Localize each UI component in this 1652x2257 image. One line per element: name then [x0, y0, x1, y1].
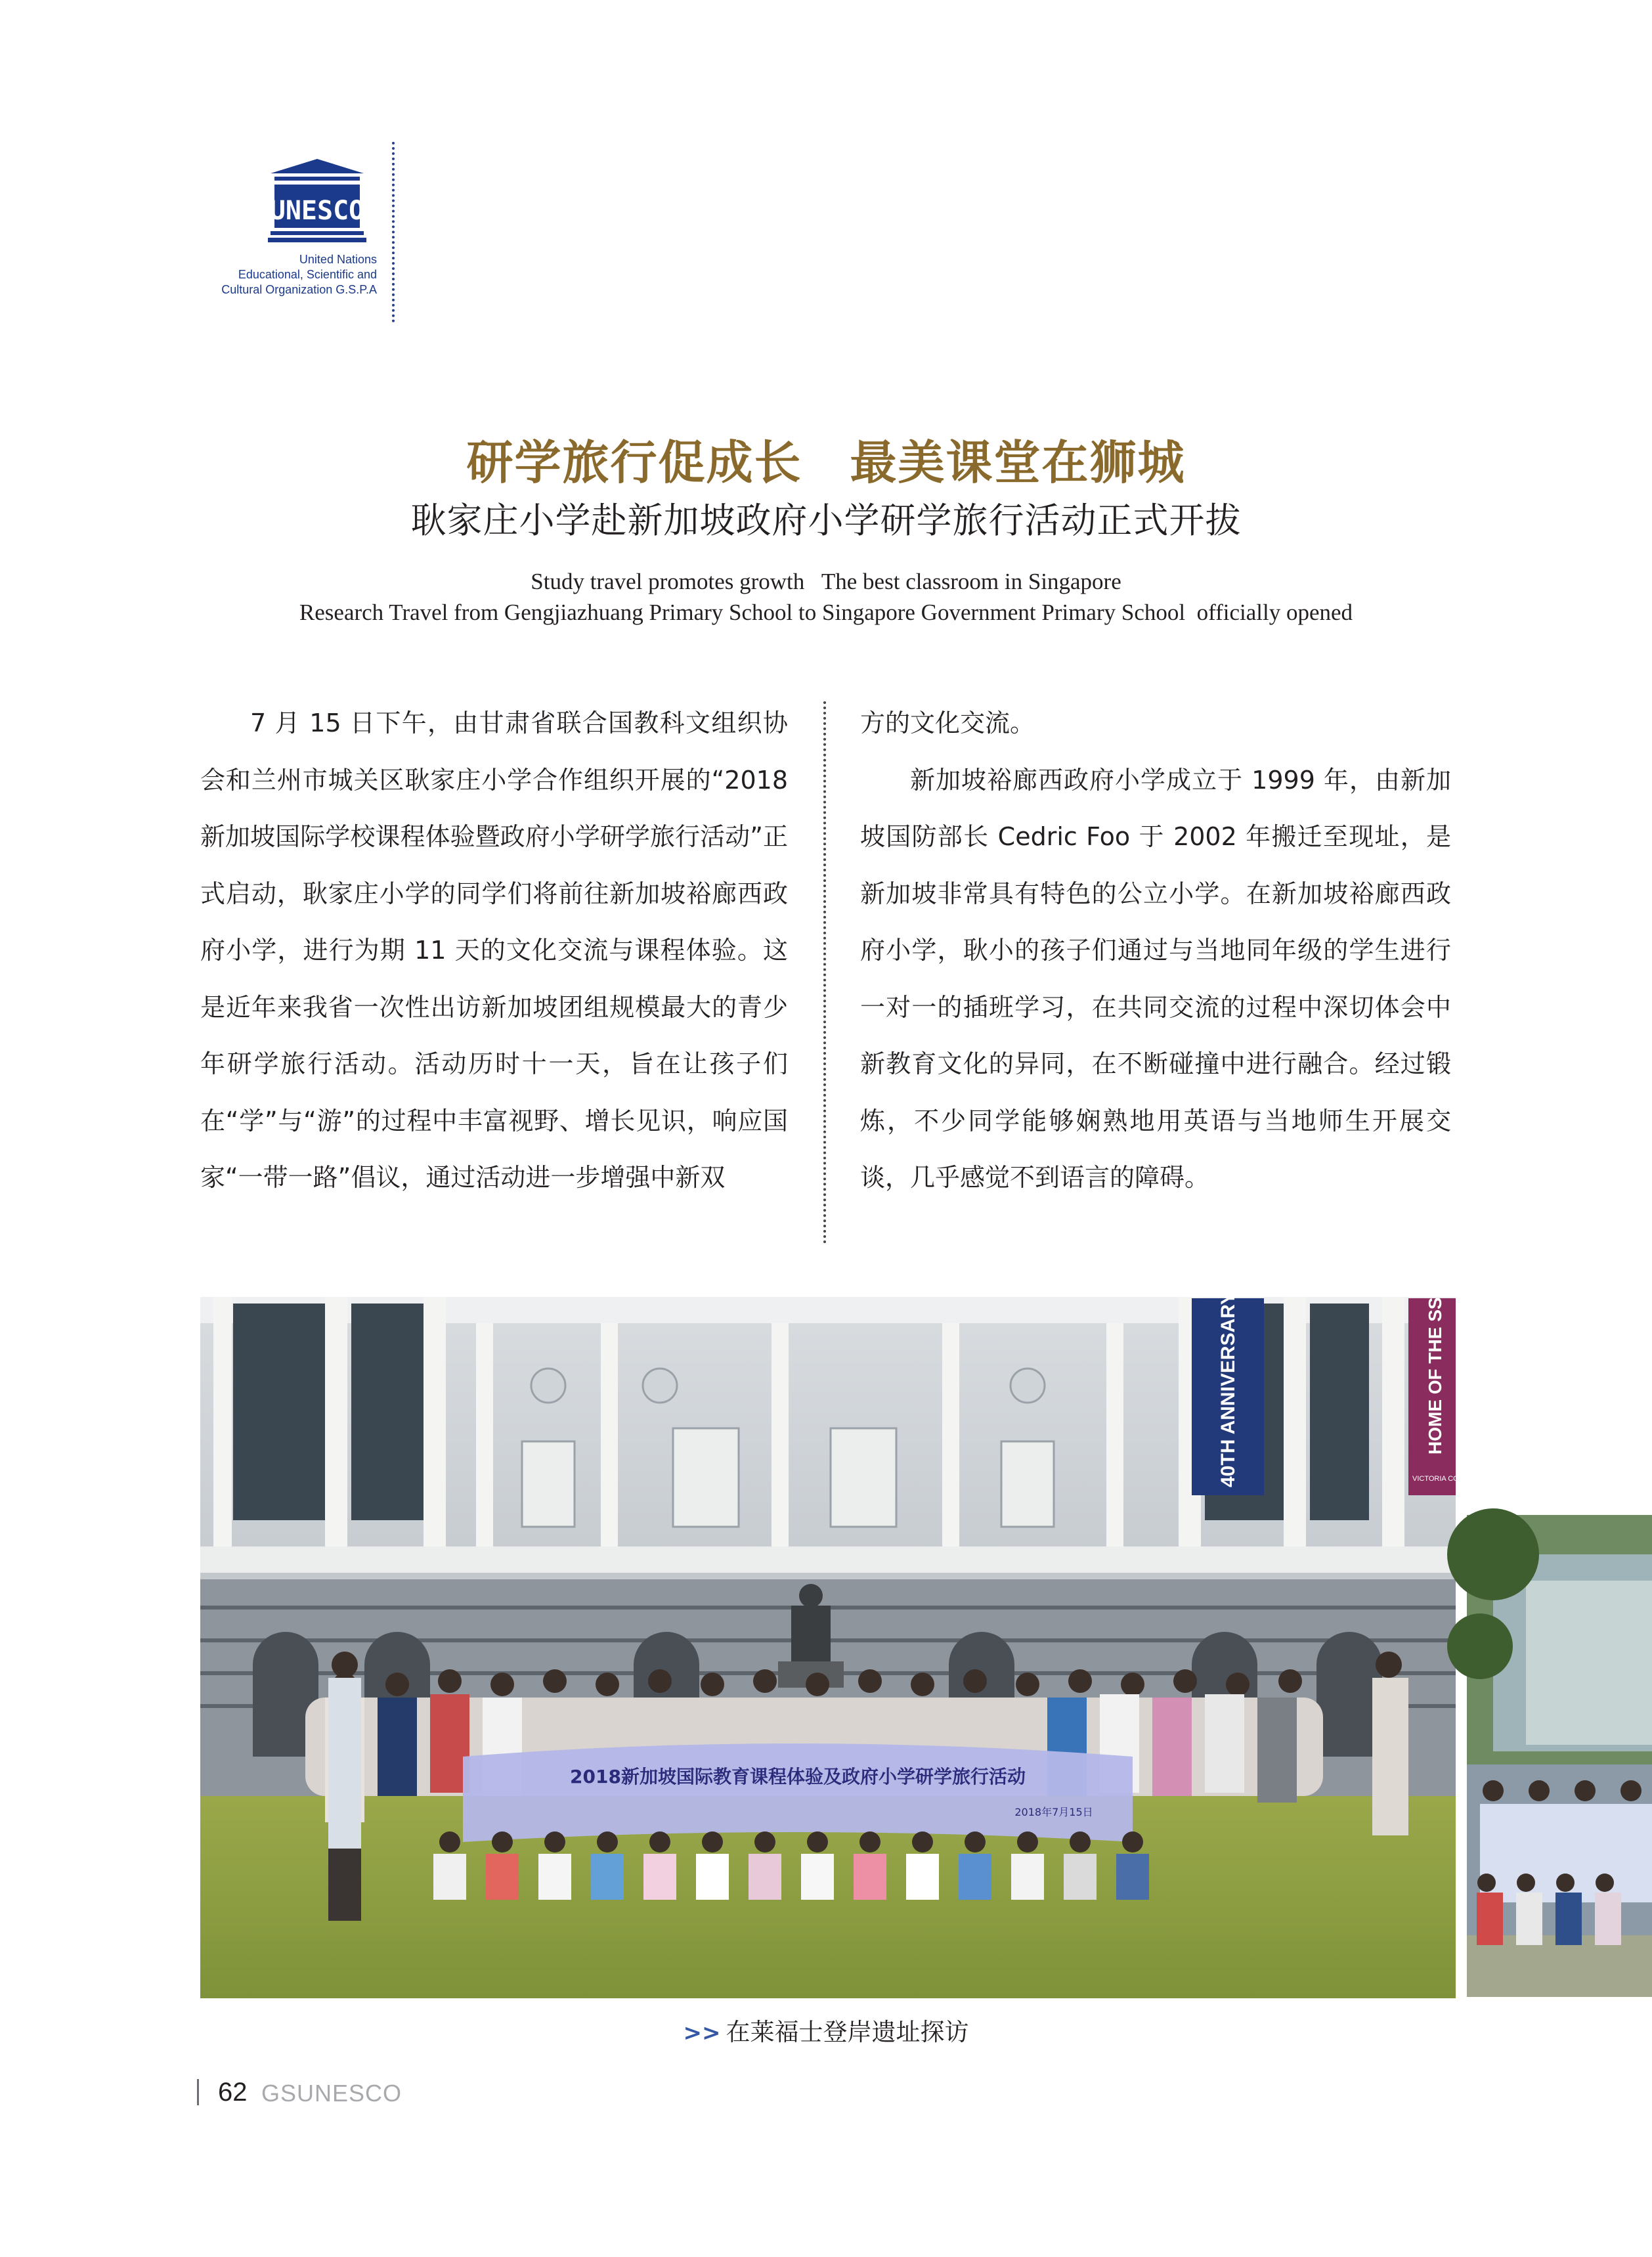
unesco-logo	[209, 156, 393, 307]
side-photo-illustration	[1467, 1515, 1652, 1997]
unesco-line-3: Cultural Organization G.S.P.A	[221, 283, 377, 296]
unesco-name	[180, 252, 377, 297]
sso-home-text: HOME OF THE SSO	[1425, 1282, 1445, 1455]
magazine-name: GSUNESCO	[261, 2080, 402, 2107]
emblem-text: UNESCO	[269, 196, 365, 226]
group-photo-illustration	[200, 1149, 1504, 1998]
photo-caption-text: 在莱福士登岸遗址探访	[726, 2018, 969, 2046]
logo-divider	[392, 142, 395, 322]
article-paragraph-1-end: 方的文化交流。	[860, 709, 1035, 737]
chinese-subtitle: 耿家庄小学赴新加坡政府小学研学旅行活动正式开拔	[410, 500, 1242, 541]
photo-caption	[0, 2012, 1652, 2048]
unesco-line-1: United Nations	[299, 253, 377, 266]
concert-hall-text: VICTORIA CONCERT HALL	[1412, 1475, 1504, 1483]
caption-arrow-icon: >>	[683, 2020, 721, 2046]
article-column-right	[860, 695, 1451, 1206]
article-paragraph-1: 7 月 15 日下午，由甘肃省联合国教科文组织协会和兰州市城关区耿家庄小学合作组织开展的“2018 新加坡国际学校课程体验暨政府小学研学旅行活动”正式启动，耿家庄小学的同学们将前往新加坡裕廊西政府小学，进行为期 11 天的文化交流与课程体验。这是近年来我省一次性出访新加坡团组规模最大的青少年研学旅行活动。活动历时十一天，旨在让孩子们在“学”与“游”的过程中丰富视野、增长见识，响应国家“一带一路”倡议，通过活动进一步增强中新双	[200, 709, 788, 1192]
article-column-left	[200, 695, 788, 1206]
page-number: 62	[218, 2078, 248, 2107]
group-photo	[200, 1149, 1504, 1998]
side-photo	[1467, 1515, 1652, 1997]
english-title: Study travel promotes growth The best classroom in Singapore	[531, 569, 1121, 594]
photo-banner-date: 2018年7月15日	[1014, 1806, 1093, 1818]
footer-divider	[197, 2079, 199, 2105]
unesco-line-2: Educational, Scientific and	[238, 268, 377, 281]
unesco-temple-icon	[268, 156, 366, 245]
article-paragraph-2: 新加坡裕廊西政府小学成立于 1999 年，由新加坡国防部长 Cedric Foo 于 2002 年搬迁至现址，是新加坡非常具有特色的公立小学。在新加坡裕廊西政府小学，耿小的孩子们通过与当地同年级的学生进行一对一的插班学习，在共同交流的过程中深切体会中新教育文化的异同，在不断碰撞中进行融合。经过锻炼，不少同学能够娴熟地用英语与当地师生开展交谈，几乎感觉不到语言的障碍。	[860, 765, 1451, 1192]
sso-banner-text: 40TH ANNIVERSARY SEASON 18/19	[1217, 1149, 1239, 1487]
chinese-title: 研学旅行促成长 最美课堂在狮城	[466, 435, 1186, 490]
photo-banner-text: 2018新加坡国际教育课程体验及政府小学研学旅行活动	[570, 1766, 1026, 1787]
column-divider	[823, 701, 826, 1244]
english-subtitle: Research Travel from Gengjiazhuang Primary School to Singapore Government Primary School officially opened	[299, 600, 1353, 625]
